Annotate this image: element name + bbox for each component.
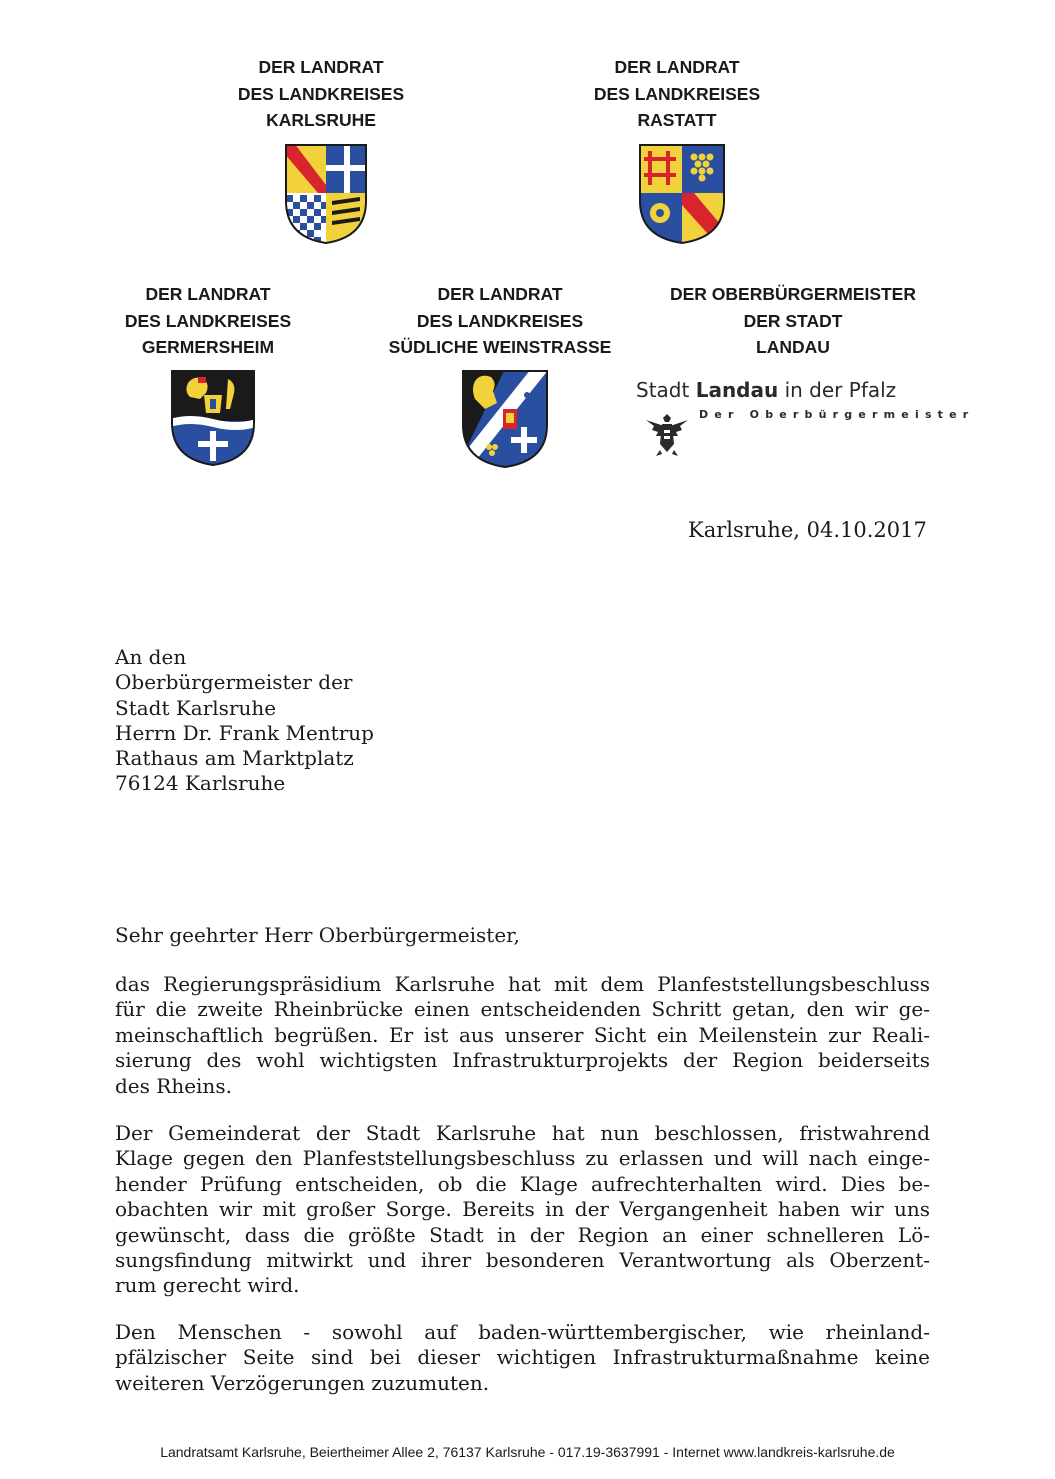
issuer-line: DER STADT [743, 310, 843, 331]
paragraph-line: hender Prüfung entscheiden, ob die Klage aufrechterhalten wird. Dies be- [115, 1171, 930, 1196]
address-line: 76124 Karlsruhe [115, 771, 286, 796]
issuer-line: DER LANDRAT [614, 57, 740, 77]
paragraph-line: sierung des wohl wichtigsten Infrastrukturprojekts der Region beiderseits [115, 1048, 930, 1073]
body-paragraph-3 [115, 1320, 930, 1396]
paragraph-line: Der Gemeinderat der Stadt Karlsruhe hat nun beschlossen, fristwahrend [115, 1121, 930, 1145]
paragraph-line: rum gerecht wird. [115, 1273, 300, 1298]
coat-of-arms-suedliche-weinstrasse-icon [461, 369, 549, 469]
body-paragraph-2 [115, 1121, 930, 1299]
paragraph-line: das Regierungspräsidium Karlsruhe hat mit dem Planfeststellungsbeschluss [115, 972, 930, 996]
issuer-line: DES LANDKREISES [124, 310, 292, 331]
paragraph-line: gewünscht, dass die größte Stadt in der Region an einer schnelleren Lö- [115, 1222, 930, 1247]
coat-of-arms-germersheim-icon [170, 369, 256, 467]
issuer-line: DER LANDRAT [258, 57, 384, 77]
issuer-suedliche-weinstrasse [360, 281, 640, 361]
landau-logo [636, 378, 975, 468]
issuer-germersheim [108, 281, 308, 361]
paragraph-line: für die zweite Rheinbrücke einen entscheidenden Schritt getan, den wir ge- [115, 997, 930, 1022]
issuer-line: DES LANDKREISES [593, 83, 761, 104]
landau-eagle-emblem-icon [644, 408, 690, 458]
landau-logo-subtitle: Der Oberbürgermeister [699, 408, 975, 421]
issuer-line: KARLSRUHE [266, 110, 376, 130]
paragraph-line: Klage gegen den Planfeststellungsbeschluss zu erlassen und will nach einge- [115, 1146, 930, 1171]
address-line: Stadt Karlsruhe [115, 695, 277, 720]
coat-of-arms-karlsruhe-icon [284, 143, 368, 245]
issuer-line: DES LANDKREISES [416, 310, 584, 331]
address-line: Rathaus am Marktplatz [115, 746, 354, 771]
body-paragraph-1 [115, 972, 930, 1099]
issuer-line: DER LANDRAT [437, 284, 563, 304]
paragraph-line: obachten wir mit großer Sorge. Bereits in der Vergangenheit haben wir uns [115, 1197, 930, 1222]
issuer-rastatt [577, 54, 777, 134]
paragraph-line: pfälzischer Seite sind bei dieser wichtigen Infrastrukturmaßnahme keine [115, 1345, 930, 1370]
letter-date: Karlsruhe, 04.10.2017 [688, 518, 927, 542]
issuer-line: LANDAU [756, 337, 830, 357]
landau-logo-bold: Landau [695, 378, 779, 402]
recipient-address [115, 645, 374, 797]
issuer-line: DER OBERBÜRGERMEISTER [670, 284, 916, 304]
issuer-karlsruhe [221, 54, 421, 134]
issuer-line: DER LANDRAT [145, 284, 271, 304]
address-line: Herrn Dr. Frank Mentrup [115, 720, 374, 745]
issuer-landau [653, 281, 933, 361]
paragraph-line: des Rheins. [115, 1073, 232, 1098]
coat-of-arms-rastatt-icon [638, 143, 726, 245]
landau-logo-suffix: in der Pfalz [784, 378, 897, 402]
address-line: Oberbürgermeister der [115, 670, 353, 695]
salutation: Sehr geehrter Herr Oberbürgermeister, [115, 923, 520, 947]
paragraph-line: sungsfindung mitwirkt und ihrer besonderen Verantwortung als Oberzent- [115, 1248, 930, 1273]
issuer-line: DES LANDKREISES [237, 83, 405, 104]
issuer-line: GERMERSHEIM [141, 337, 275, 357]
issuer-line: RASTATT [637, 110, 717, 130]
issuer-line: SÜDLICHE WEINSTRASSE [388, 337, 612, 357]
landau-logo-prefix: Stadt [636, 378, 690, 402]
paragraph-line: weiteren Verzögerungen zuzumuten. [115, 1370, 490, 1395]
paragraph-line: Den Menschen - sowohl auf baden-württembergischer, wie rheinland- [115, 1320, 930, 1344]
landau-logo-name [636, 378, 896, 402]
paragraph-line: meinschaftlich begrüßen. Er ist aus unserer Sicht ein Meilenstein zur Reali- [115, 1022, 930, 1047]
letter-footer: Landratsamt Karlsruhe, Beiertheimer Allee 2, 76137 Karlsruhe - 017.19-3637991 - Internet www.landkreis-karlsruhe.de [160, 1444, 895, 1460]
address-line: An den [115, 645, 187, 669]
